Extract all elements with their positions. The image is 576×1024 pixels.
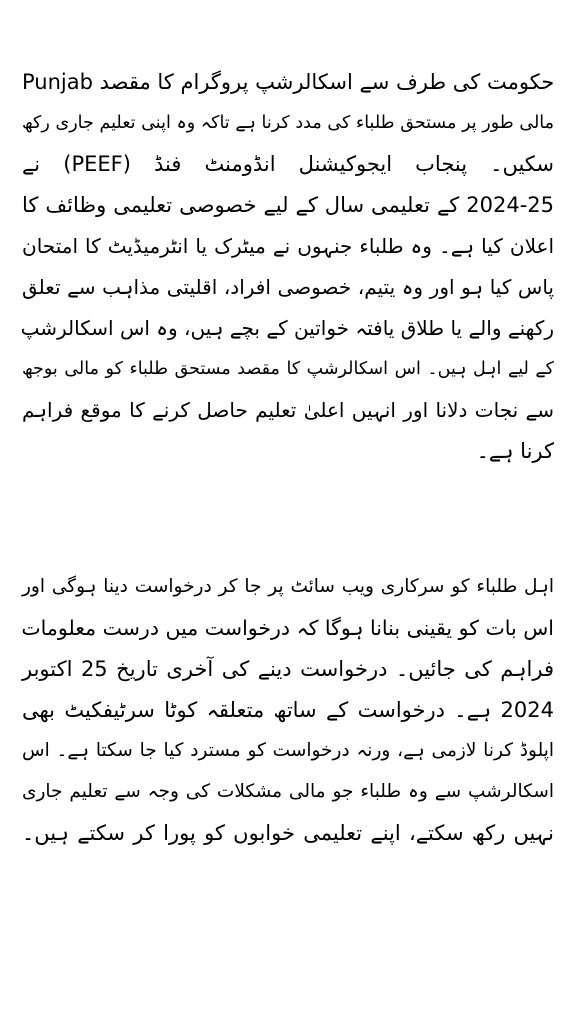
paragraph-line: نہیں رکھ سکتے، اپنے تعلیمی خوابوں کو پورا کر سکتے ہیں۔ <box>22 821 554 845</box>
paragraph-line: اس بات کو یقینی بنانا ہوگا کہ درخواست میں درست معلومات <box>21 616 554 640</box>
paragraph-line: کے لیے اہل ہیں۔ اس اسکالرشپ کا مقصد مستحق طلباء کو مالی بوجھ <box>22 359 554 379</box>
paragraph-line: کرنا ہے۔ <box>476 439 554 463</box>
paragraph-line: فراہم کی جائیں۔ درخواست دینے کی آخری تاریخ 25 اکتوبر <box>22 657 554 681</box>
paragraph-line: 2024 ہے۔ درخواست کے ساتھ متعلقہ کوٹا سرٹیفکیٹ بھی <box>22 698 554 722</box>
paragraph-line: اپلوڈ کرنا لازمی ہے، ورنہ درخواست کو مسترد کیا جا سکتا ہے۔ اس <box>22 740 554 761</box>
article-paragraph-2 <box>22 567 554 854</box>
paragraph-line: سکیں۔ پنجاب ایجوکیشنل انڈومنٹ فنڈ (PEEF) نے <box>22 152 554 176</box>
paragraph-line: 2024-25 کے تعلیمی سال کے لیے خصوصی تعلیمی وظائف کا <box>22 193 554 217</box>
paragraph-line: اہل طلباء کو سرکاری ویب سائٹ پر جا کر درخواست دینا ہوگی اور <box>22 576 554 597</box>
paragraph-line: اسکالرشپ سے وہ طلباء جو مالی مشکلات کی وجہ سے تعلیم جاری <box>22 781 554 802</box>
paragraph-line: سے نجات دلانا اور انہیں اعلیٰ تعلیم حاصل کرنے کا موقع فراہم <box>22 398 554 422</box>
article-paragraph-1 <box>22 62 554 472</box>
paragraph-line: رکھنے والے یا طلاق یافتہ خواتین کے بچے ہیں، وہ اس اسکالرشپ <box>20 316 554 340</box>
paragraph-line: اعلان کیا ہے۔ وہ طلباء جنہوں نے میٹرک یا انٹرمیڈیٹ کا امتحان <box>22 234 554 258</box>
paragraph-line: پاس کیا ہو اور وہ یتیم، خصوصی افراد، اقلیتی مذاہب سے تعلق <box>22 275 554 299</box>
paragraph-line: مالی طور پر مستحق طلباء کی مدد کرنا ہے تاکہ وہ اپنی تعلیم جاری رکھ <box>22 113 554 133</box>
paragraph-line: Punjab حکومت کی طرف سے اسکالرشپ پروگرام کا مقصد <box>22 70 555 94</box>
